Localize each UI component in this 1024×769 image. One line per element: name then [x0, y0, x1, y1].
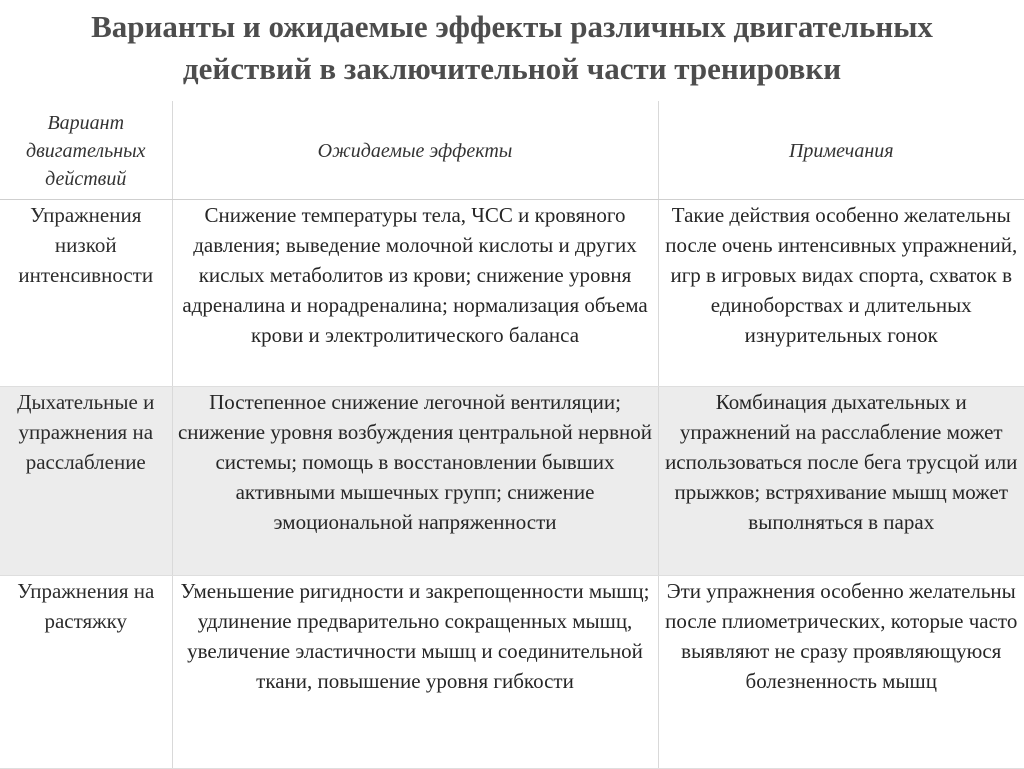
cell-effects: Постепенное снижение легочной вентиляции; снижение уровня возбуждения центральной нервной системы; помощь в восстановлении бывших активными мышечных групп; снижение эмоциональной напряженности: [172, 387, 658, 576]
table-row: [0, 200, 1024, 387]
cell-variant: Упражнения на растяжку: [0, 576, 172, 769]
page-title: [0, 6, 1024, 90]
cell-variant: Упражнения низкой интенсивности: [0, 200, 172, 387]
cell-effects: Снижение температуры тела, ЧСС и кровяного давления; выведение молочной кислоты и других кислых метаболитов из крови; снижение уровня адреналина и норадреналина; нормализация объема крови и электролитического баланса: [172, 200, 658, 387]
cell-variant: Дыхательные и упражнения на расслабление: [0, 387, 172, 576]
table-row: [0, 576, 1024, 769]
table-row: [0, 387, 1024, 576]
cell-notes: Комбинация дыхательных и упражнений на расслабление может использоваться после бега трусцой или прыжков; встряхивание мышц может выполняться в парах: [658, 387, 1024, 576]
cell-notes: Такие действия особенно желательны после очень интенсивных упражнений, игр в игровых видах спорта, схваток в единоборствах и длительных изнурительных гонок: [658, 200, 1024, 387]
exercise-table: [0, 101, 1024, 769]
header-variant: Вариант двигательных действий: [0, 101, 172, 200]
cell-effects: Уменьшение ригидности и закрепощенности мышц; удлинение предварительно сокращенных мышц, увеличение эластичности мышц и соединительной ткани, повышение уровня гибкости: [172, 576, 658, 769]
title-line-1: Варианты и ожидаемые эффекты различных двигательных: [91, 9, 933, 44]
header-notes: Примечания: [658, 101, 1024, 200]
table-header-row: [0, 101, 1024, 200]
cell-notes: Эти упражнения особенно желательны после плиометрических, которые часто выявляют не сразу проявляющуюся болезненность мышц: [658, 576, 1024, 769]
title-line-2: действий в заключительной части тренировки: [182, 51, 842, 86]
header-effects: Ожидаемые эффекты: [172, 101, 658, 200]
